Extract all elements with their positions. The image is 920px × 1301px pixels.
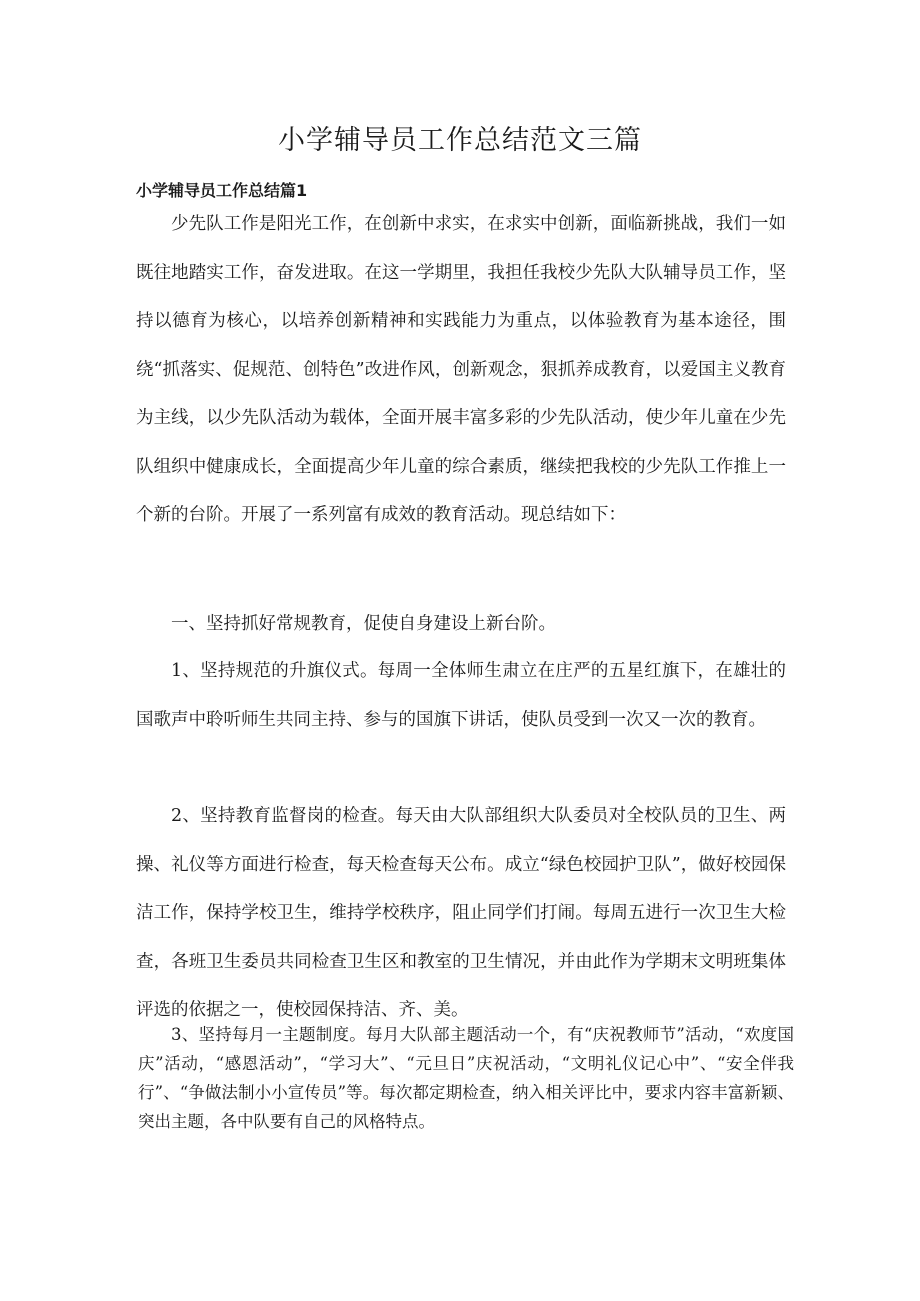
paragraph-item-1: 1、坚持规范的升旗仪式。每周一全体师生肃立在庄严的五星红旗下，在雄壮的国歌声中聆听师生共同主持、参与的国旗下讲话，使队员受到一次又一次的教育。 xyxy=(136,661,786,730)
section-heading: 小学辅导员工作总结篇1 xyxy=(136,181,308,200)
document-title: 小学辅导员工作总结范文三篇 xyxy=(278,125,642,156)
paragraph-item-3: 3、坚持每月一主题制度。每月大队部主题活动一个，有“庆祝教师节”活动，“欢度国庆”活动，“感恩活动”，“学习大”、“元旦日”庆祝活动，“文明礼仪记心中”、“安全伴我行”、“争做法制小小宣传员”等。每次都定期检查，纳入相关评比中，要求内容丰富新颖、突出主题，各中队要有自己的风格特点。 xyxy=(138,1025,794,1131)
paragraph-heading-1: 一、坚持抓好常规教育，促使自身建设上新台阶。 xyxy=(171,614,556,634)
paragraph-item-2: 2、坚持教育监督岗的检查。每天由大队部组织大队委员对全校队员的卫生、两操、礼仪等方面进行检查，每天检查每天公布。成立“绿色校园护卫队”，做好校园保洁工作，保持学校卫生，维持学校秩序，阻止同学们打闹。每周五进行一次卫生大检查，各班卫生委员共同检查卫生区和教室的卫生情况，并由此作为学期末文明班集体评选的依据之一，使校园保持洁、齐、美。 xyxy=(136,806,786,1020)
paragraph-intro: 少先队工作是阳光工作，在创新中求实，在求实中创新，面临新挑战，我们一如既往地踏实工作，奋发进取。在这一学期里，我担任我校少先队大队辅导员工作，坚持以德育为核心，以培养创新精神和实践能力为重点，以体验教育为基本途径，围绕“抓落实、促规范、创特色”改进作风，创新观念，狠抓养成教育，以爱国主义教育为主线，以少先队活动为载体，全面开展丰富多彩的少先队活动，使少年儿童在少先队组织中健康成长，全面提高少年儿童的综合素质，继续把我校的少先队工作推上一个新的台阶。开展了一系列富有成效的教育活动。现总结如下： xyxy=(136,214,786,525)
